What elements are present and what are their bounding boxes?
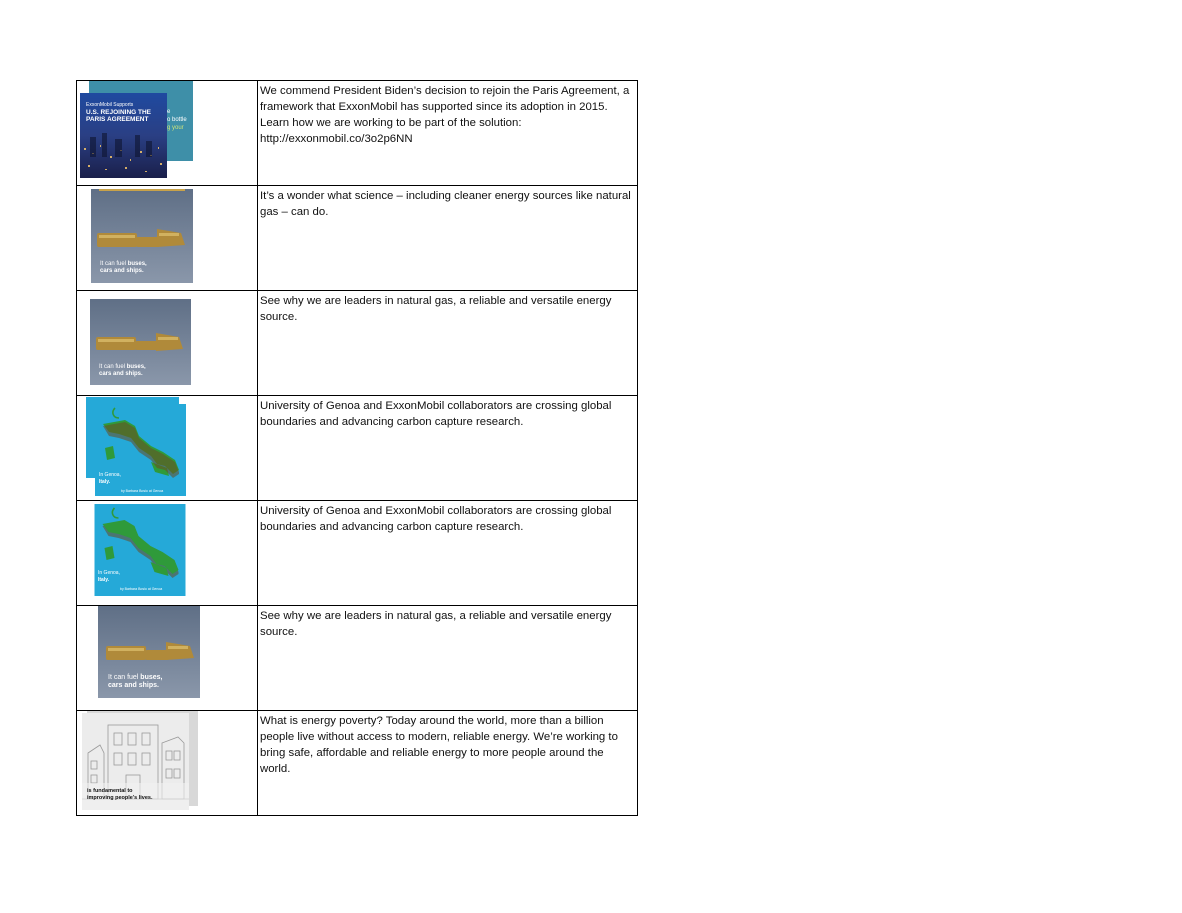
gas-image — [91, 189, 193, 283]
post-text: See why we are leaders in natural gas, a reliable and versatile energy source. — [258, 291, 638, 396]
paris-title-line-2: PARIS AGREEMENT — [86, 116, 149, 123]
paris-small-text: ExxonMobil Supports — [86, 102, 134, 108]
gas-caption-line-2 — [99, 371, 143, 378]
image-cell — [77, 606, 258, 711]
image-cell — [77, 81, 258, 186]
poverty-caption-1: is fundamental to — [87, 788, 133, 794]
gas-caption-bold-2: cars and ships. — [100, 268, 144, 274]
gas-caption-line-1 — [108, 674, 162, 682]
image-cell — [77, 501, 258, 606]
genoa-caption-1: In Genoa, — [98, 570, 120, 576]
post-text: We commend President Biden’s decision to rejoin the Paris Agreement, a framework that ExxonMobil has supported since its adoption in 2015. Learn how we are working to be part of the solution: http://exxonmobil.co/3o2p6NN — [258, 81, 638, 186]
post-text: What is energy poverty? Today around the world, more than a billion people live without access to modern, reliable energy. We’re working to bring safe, affordable and reliable energy to more people around the world. — [258, 711, 638, 816]
table-row — [77, 81, 638, 186]
genoa-caption-1: In Genoa, — [99, 472, 121, 478]
post-text: See why we are leaders in natural gas, a reliable and versatile energy source. — [258, 606, 638, 711]
gas-caption-bold-1: buses, — [126, 364, 146, 370]
gas-caption-bold-1: buses, — [127, 261, 147, 267]
gas-caption-bold-2: cars and ships. — [99, 371, 143, 377]
table-row — [77, 291, 638, 396]
gas-image — [98, 606, 200, 698]
image-cell — [77, 396, 258, 501]
genoa-caption-2: Italy. — [99, 479, 111, 485]
gas-caption-bold-2: cars and ships. — [108, 682, 159, 689]
ad-table — [76, 80, 638, 816]
poverty-caption-2: improving people’s lives. — [87, 795, 153, 801]
paris-front-image — [80, 93, 167, 178]
genoa-image — [94, 504, 186, 596]
image-cell — [77, 186, 258, 291]
paris-back-text-3: g your — [167, 125, 184, 131]
gas-caption-normal: It can fuel — [108, 674, 141, 681]
genoa-caption-3: by Barbara Bosio at Genoa — [121, 489, 164, 493]
gas-caption-normal: It can fuel — [100, 261, 128, 267]
genoa-caption-3: by Barbara Bosio at Genoa — [120, 587, 163, 591]
paris-back-text-2: o bottle — [167, 117, 187, 123]
genoa-caption-2: Italy. — [98, 577, 110, 583]
image-cell — [77, 711, 258, 816]
image-cell — [77, 291, 258, 396]
table-row — [77, 501, 638, 606]
poverty-image — [82, 713, 189, 810]
post-text: University of Genoa and ExxonMobil collaborators are crossing global boundaries and advancing carbon capture research. — [258, 501, 638, 606]
gas-image — [90, 299, 191, 385]
gas-caption-line-1 — [100, 261, 147, 268]
table-row — [77, 186, 638, 291]
paris-title-line-1: U.S. REJOINING THE — [86, 109, 152, 116]
gas-caption-normal: It can fuel — [99, 364, 127, 370]
genoa-image — [95, 404, 186, 496]
gas-caption-bold-1: buses, — [140, 674, 163, 681]
gas-caption-line-2 — [100, 268, 144, 275]
post-text: It’s a wonder what science – including cleaner energy sources like natural gas – can do. — [258, 186, 638, 291]
table-row — [77, 396, 638, 501]
post-text: University of Genoa and ExxonMobil collaborators are crossing global boundaries and advancing carbon capture research. — [258, 396, 638, 501]
paris-back-text-1: e — [167, 109, 171, 115]
table-row — [77, 606, 638, 711]
table-row — [77, 711, 638, 816]
gas-caption-line-1 — [99, 364, 146, 371]
gas-caption-line-2 — [108, 682, 159, 690]
